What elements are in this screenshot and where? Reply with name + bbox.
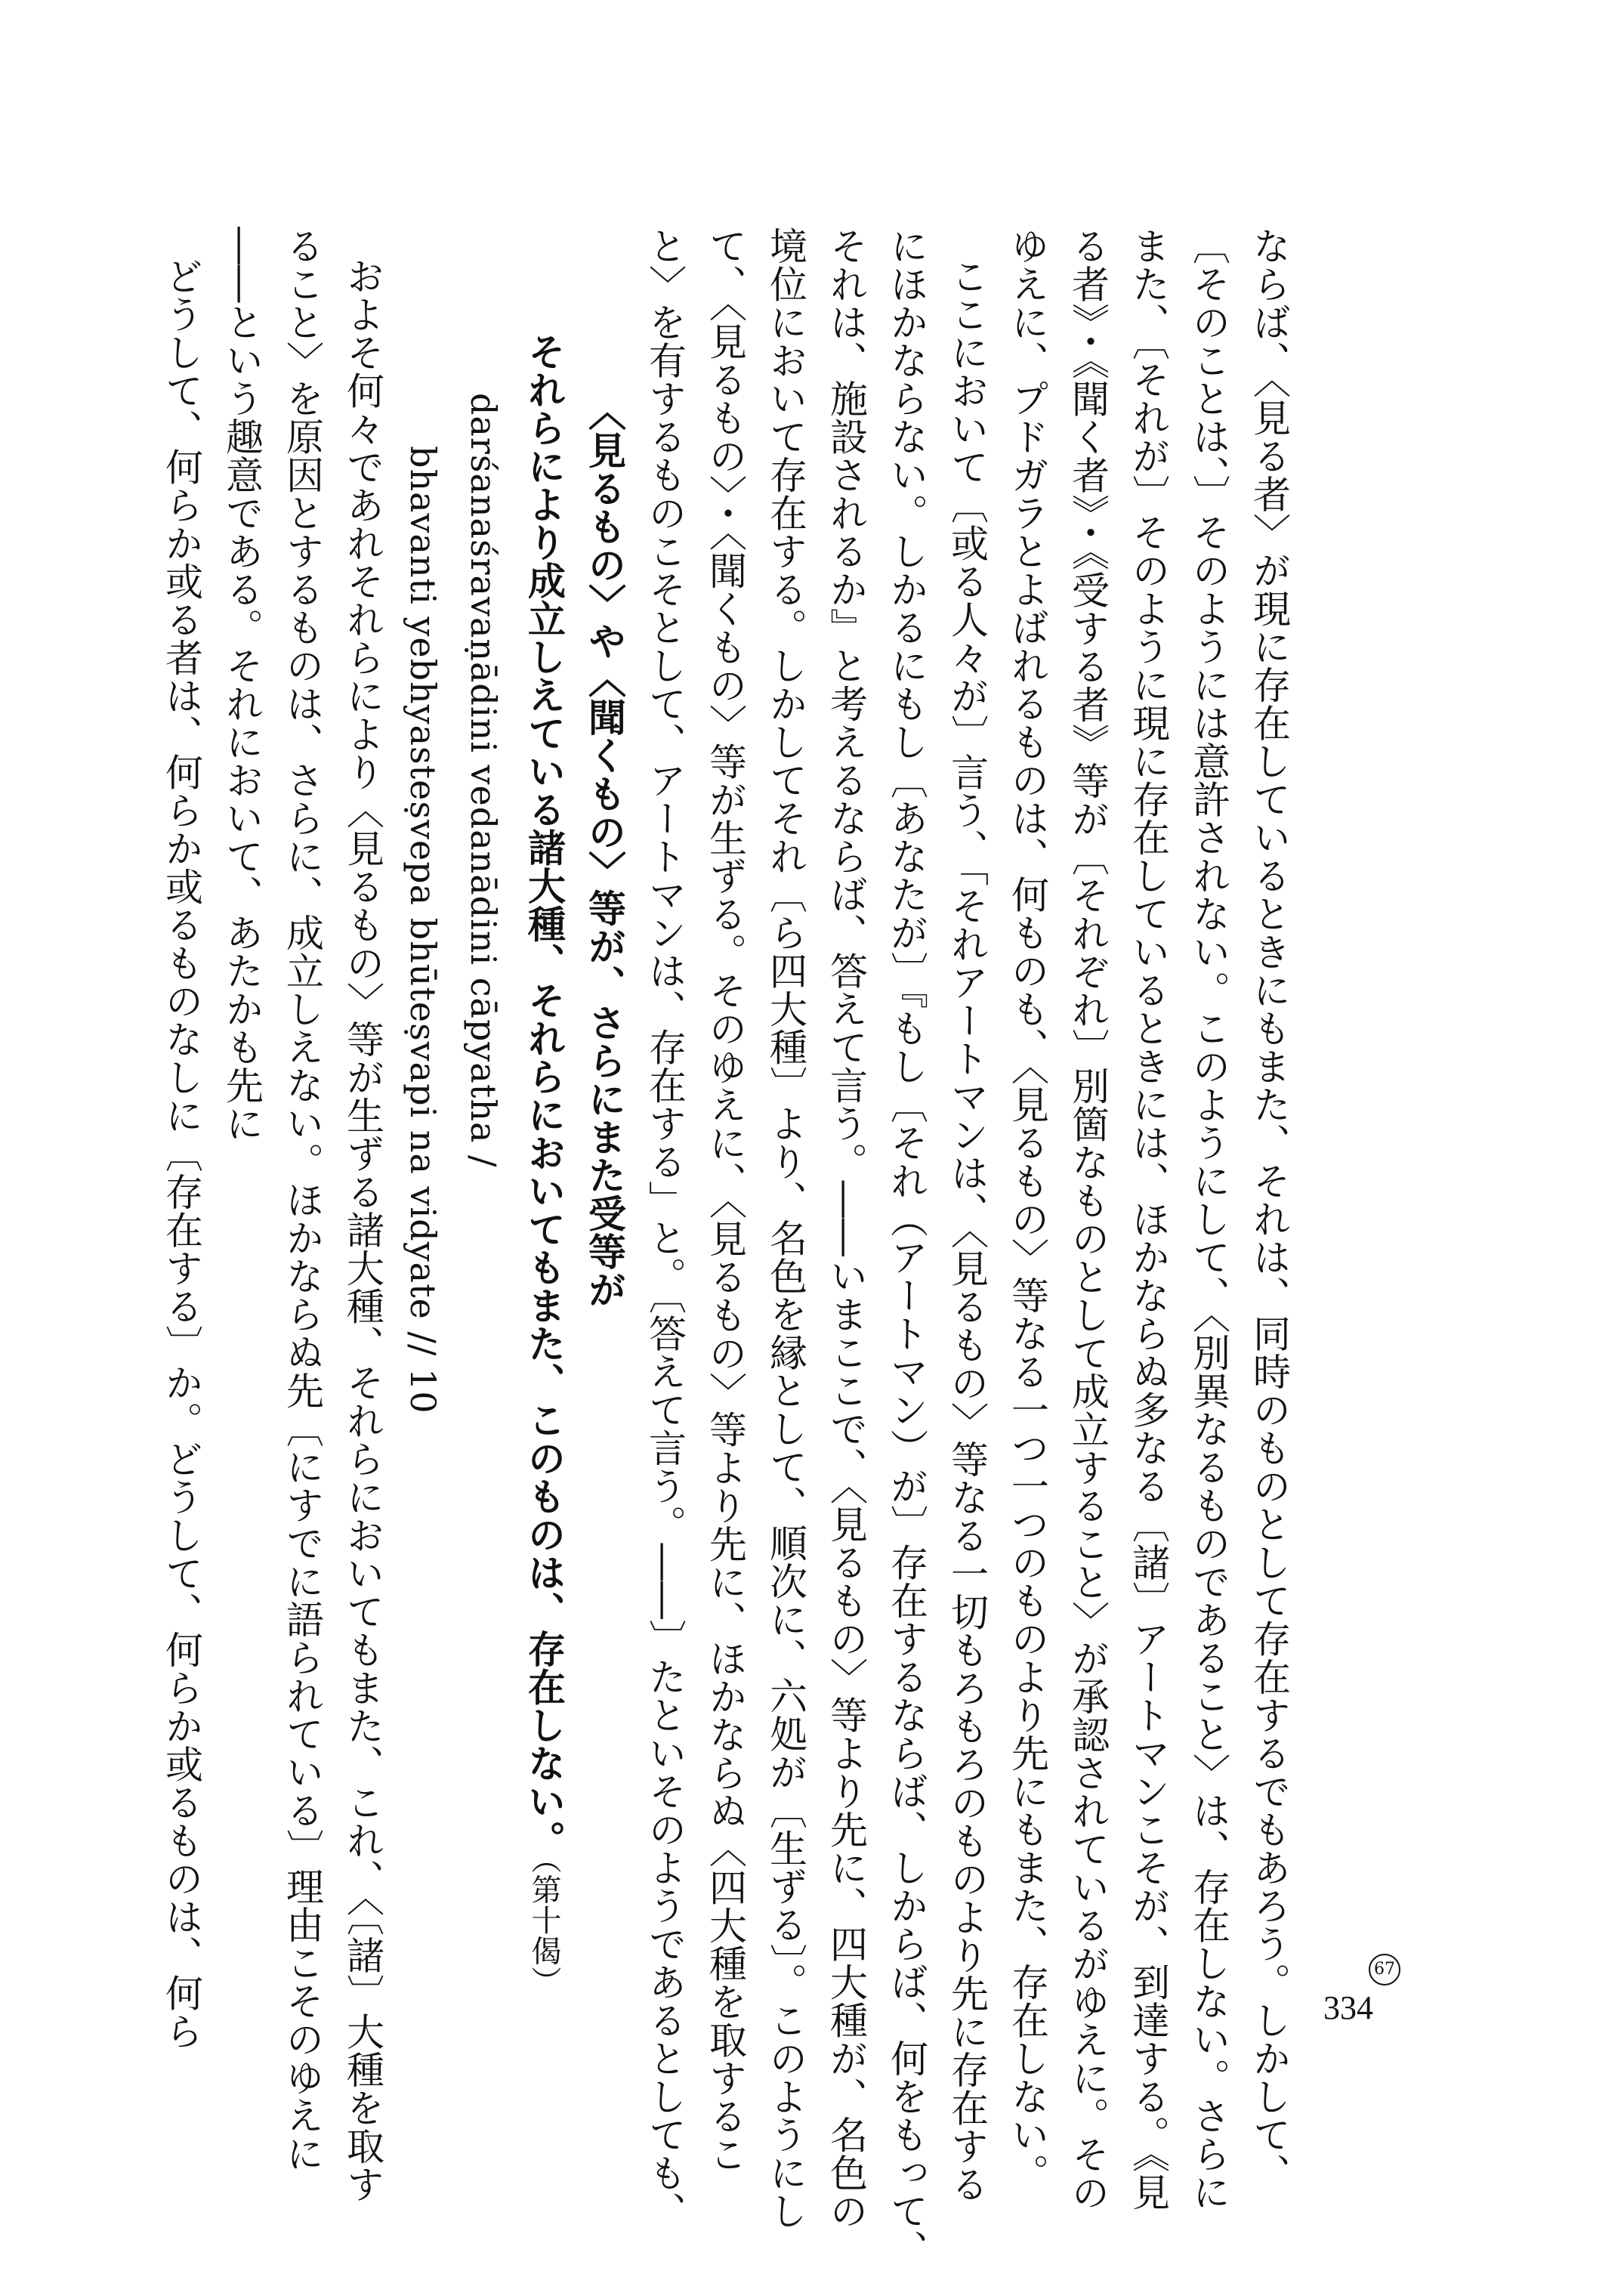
text-line: る者》・《聞く者》・《受する者》等が〔それぞれ〕別箇なものとして成立すること〉が承認されているがゆえに。その [1066, 227, 1110, 2211]
text-line: ること〉を原因とするものは、さらに、成立しえない。ほかならぬ先〔にすでに語られている〕理由こそのゆえに [280, 227, 324, 2173]
text-line: およそ何々であれそれらにより〈見るもの〉等が生ずる諸大種、それらにおいてもまた、これ、〈〔諸〕大種を取す [341, 257, 384, 2203]
text-line: また、〔それが〕そのように現に存在しているときには、ほかならぬ多なる〔諸〕アートマンこそが、到達する。《見 [1126, 227, 1170, 2211]
text-line: にほかならない。しかるにもし〔あなたが〕『もし〔それ（アートマン）が〕存在するならば、しからば、何をもって、 [885, 227, 928, 2268]
text-line: ゆえに、プドガラとよばれるものは、何ものも、〈見るもの〉等なる一つ一つのものより先にもまた、存在しない。 [1005, 227, 1049, 2192]
sanskrit-line: darśanaśravaṇādini vedanādini cāpyatha / [463, 393, 504, 1168]
text-line: て、〈見るもの〉・〈聞くもの〉等が生ずる。そのゆえに、〈見るもの〉等より先に、ほかならぬ〈四大種を取するこ [703, 227, 747, 2174]
page-number: 334 [1323, 1989, 1373, 2026]
text-line: と〉を有するものこそとして、アートマンは、存在する」と。〔答えて言う。――〕たといそのようであるとしても、 [643, 227, 687, 2230]
text-line: 境位において存在する。しかしてそれ〔ら四大種〕より、名色を縁として、順次に、六処が〔生ずる〕。このようにし [764, 227, 807, 2230]
marker-badge: 67 [1369, 1954, 1400, 1985]
verse-text: それらにより成立しえている諸大種、それらにおいてもまた、このものは、存在しない。 [522, 332, 567, 1859]
verse-line: 〈見るもの〉や〈聞くもの〉等が、さらにまた受等が [582, 393, 627, 1309]
text-line: どうして、何らか或る者は、何らか或るものなしに〔存在する〕か。どうして、何らか或るものは、何ら [159, 257, 203, 2050]
text-line: ――という趣意である。それにおいて、あたかも先に [220, 227, 264, 1142]
sanskrit-line: bhavanti yebhyasteṣvepa bhūteṣvapi na vidyate // 10 [403, 446, 443, 1414]
text-line: ならば、〈見る者〉が現に存在しているときにもまた、それは、同時のものとして存在するでもあろう。しかして、 [1247, 227, 1291, 2192]
text-line: 〔そのことは、〕そのようには意許されない。このようにして、〈別異なるものであること〉は、存在しない。さらに [1187, 227, 1230, 2211]
text-line: それは、施設されるか』と考えるならば、答えて言う。――いまここで、〈見るもの〉等より先に、四大種が、名色の [824, 227, 868, 2230]
text-line: ここにおいて〔或る人々が〕言う、「それアートマンは、〈見るもの〉等なる一切もろもろのものより先に存在する [945, 257, 989, 2203]
verse-line-2 [514, 332, 574, 1997]
verse-label: （第十偈） [526, 1859, 561, 1997]
